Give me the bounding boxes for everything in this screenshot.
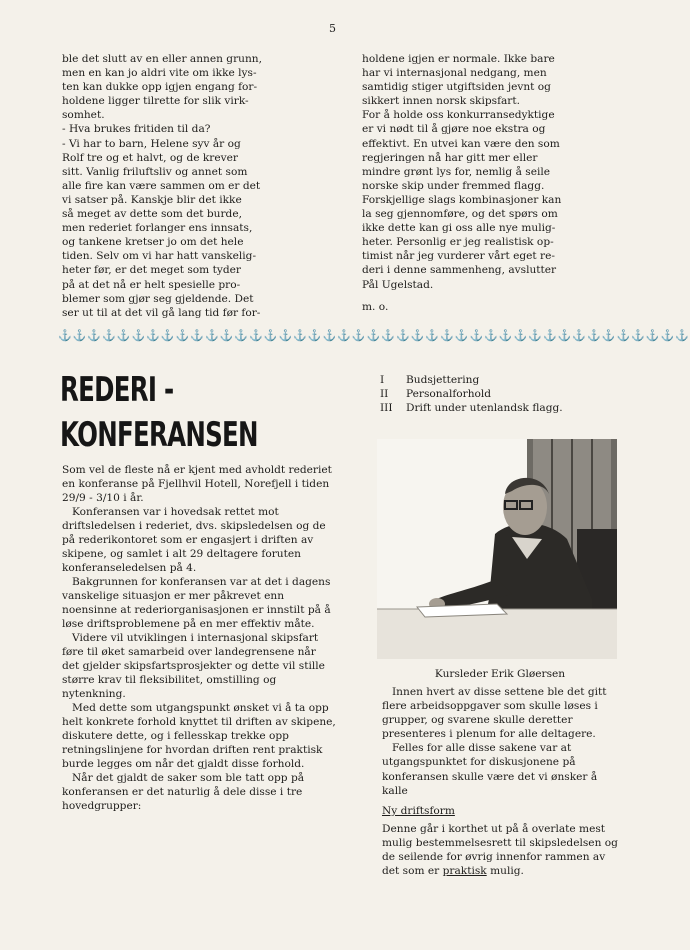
text-line: timist når jeg vurderer vårt eget re- xyxy=(362,250,555,263)
text-line: men rederiet forlanger ens innsats, xyxy=(62,222,253,235)
text-line: på at det nå er helt spesielle pro- xyxy=(62,278,241,291)
top-right-column xyxy=(362,52,620,314)
text-line: somhet. xyxy=(62,109,105,122)
paragraph: Konferansen var i hovedsak rettet mot driftsledelsen i rederiet, dvs. skipsledelsen og de på rederikontoret som er engasjert i driften av skipene, og samlet i alt 29 deltagere foruten konferanseledelsen på 4. xyxy=(62,506,326,574)
article-right-column xyxy=(382,685,622,878)
text-line: la seg gjennomføre, og det spørs om xyxy=(362,208,558,221)
list-item xyxy=(380,373,620,387)
text-line: deri i denne sammenheng, avslutter xyxy=(362,264,557,277)
underlined-word: praktisk xyxy=(442,865,487,878)
article-left-column xyxy=(62,463,336,813)
text-line: For å holde oss konkurransedyktige xyxy=(362,109,555,122)
text-line: sitt. Vanlig friluftsliv og annet som xyxy=(62,165,248,178)
text-line: mindre grønt lys for, nemlig å seile xyxy=(362,165,551,178)
text-line: - Vi har to barn, Helene syv år og xyxy=(62,137,241,150)
paragraph: Når det gjaldt de saker som ble tatt opp på konferansen er det naturlig å dele disse i tre hovedgrupper: xyxy=(62,772,305,812)
paragraph: Videre vil utviklingen i internasjonal skipsfart føre til øket samarbeid over landegrensene når det gjelder skipsfartsprosjekter og dette vil stille større krav til fleksibilitet, omstilling og nytenkning. xyxy=(62,632,325,700)
text-line: men en kan jo aldri vite om ikke lys- xyxy=(62,67,257,80)
anchor-divider: ⚓⚓⚓⚓⚓⚓⚓⚓⚓⚓⚓⚓⚓⚓⚓⚓⚓⚓⚓⚓⚓⚓⚓⚓⚓⚓⚓⚓⚓⚓⚓⚓⚓⚓⚓⚓⚓⚓⚓⚓⚓⚓⚓ xyxy=(58,329,690,342)
list-label: Drift under utenlandsk flagg. xyxy=(406,402,563,414)
paragraph: Med dette som utgangspunkt ønsket vi å ta opp helt konkrete forhold knyttet til driften av skipene, diskutere dette, og i fellesskap trekke opp retningslinjene for hvordan driften rent praktisk burde legges om når det gjaldt disse forhold. xyxy=(62,702,336,770)
paragraph-text: Denne går i korthet ut på å overlate mest mulig bestemmelsesrett til skipsledelsen og de seilende for øvrig innenfor rammen av det som er xyxy=(382,822,618,878)
text-line: Forskjellige slags kombinasjoner kan xyxy=(362,193,562,206)
text-line: så meget av dette som det burde, xyxy=(62,208,242,221)
list-label: Personalforhold xyxy=(406,388,492,400)
photo-caption: Kursleder Erik Gløersen xyxy=(434,668,566,680)
text-line: blemer som gjør seg gjeldende. Det xyxy=(62,292,254,305)
text-line: er vi nødt til å gjøre noe ekstra og xyxy=(362,123,546,136)
article-headline-line2: KONFERANSEN xyxy=(60,415,258,455)
text-line: - Hva brukes fritiden til da? xyxy=(62,123,211,136)
list-item xyxy=(380,387,620,401)
text-line: og tankene kretser jo om det hele xyxy=(62,236,244,249)
text-line: ikke dette kan gi oss alle nye mulig- xyxy=(362,222,556,235)
text-line: holdene igjen er normale. Ikke bare xyxy=(362,53,555,65)
text-line: samtidig stiger utgiftsiden jevnt og xyxy=(362,81,551,94)
text-line: Pål Ugelstad. xyxy=(362,278,434,291)
text-line: ten kan dukke opp igjen engang for- xyxy=(62,81,258,94)
paragraph-text: mulig. xyxy=(486,865,524,878)
article-headline-line1: REDERI - xyxy=(60,370,174,410)
text-line: effektivt. En utvei kan være den som xyxy=(362,137,560,150)
paragraph: Felles for alle disse sakene var at utgangspunktet for diskusjonene på konferansen skulle være det vi ønsker å kalle xyxy=(382,742,598,797)
text-line: vi satser på. Kanskje blir det ikke xyxy=(62,193,242,206)
list-item xyxy=(380,401,620,415)
list-number: II xyxy=(380,388,389,400)
portrait-photo xyxy=(377,439,617,659)
text-line: heter. Personlig er jeg realistisk op- xyxy=(362,236,554,249)
text-line: ble det slutt av en eller annen grunn, xyxy=(62,53,262,65)
paragraph: Innen hvert av disse settene ble det gitt flere arbeidsoppgaver som skulle løses i grupper, og svarene skulle deretter presenteres i plenum for alle deltagere. xyxy=(382,686,607,741)
text-line: har vi internasjonal nedgang, men xyxy=(362,67,547,80)
photo-graphic xyxy=(377,439,617,659)
text-line: Rolf tre og et halvt, og de krever xyxy=(62,151,238,164)
text-line: holdene ligger tilrette for slik virk- xyxy=(62,95,249,108)
list-number: I xyxy=(380,374,385,386)
text-line: norske skip under fremmed flagg. xyxy=(362,179,545,192)
text-line: regjeringen nå har gitt mer eller xyxy=(362,151,538,164)
text-line: sikkert innen norsk skipsfart. xyxy=(362,95,520,108)
paragraph xyxy=(382,822,622,878)
text-line: alle fire kan være sammen om er det xyxy=(62,179,261,192)
author-signature: m. o. xyxy=(362,300,389,313)
text-line: heter før, er det meget som tyder xyxy=(62,264,241,277)
text-line: tiden. Selv om vi har hatt vanskelig- xyxy=(62,250,257,263)
main-groups-list xyxy=(380,373,620,415)
page-number: 5 xyxy=(329,22,336,35)
top-left-column xyxy=(62,52,334,320)
list-number: III xyxy=(380,402,393,414)
paragraph: Bakgrunnen for konferansen var at det i dagens vanskelige situasjon er mer påkrevet enn noensinne at rederiorganisasjonen er innstilt på å løse driftsproblemene på en mer effektiv måte. xyxy=(62,576,331,630)
section-subheading: Ny driftsform xyxy=(382,804,455,817)
paragraph: Som vel de fleste nå er kjent med avholdt rederiet en konferanse på Fjellhvil Hotell, Norefjell i tiden 29/9 - 3/10 i år. xyxy=(62,464,332,504)
list-label: Budsjettering xyxy=(406,374,480,386)
text-line: ser ut til at det vil gå lang tid før for- xyxy=(62,306,261,319)
